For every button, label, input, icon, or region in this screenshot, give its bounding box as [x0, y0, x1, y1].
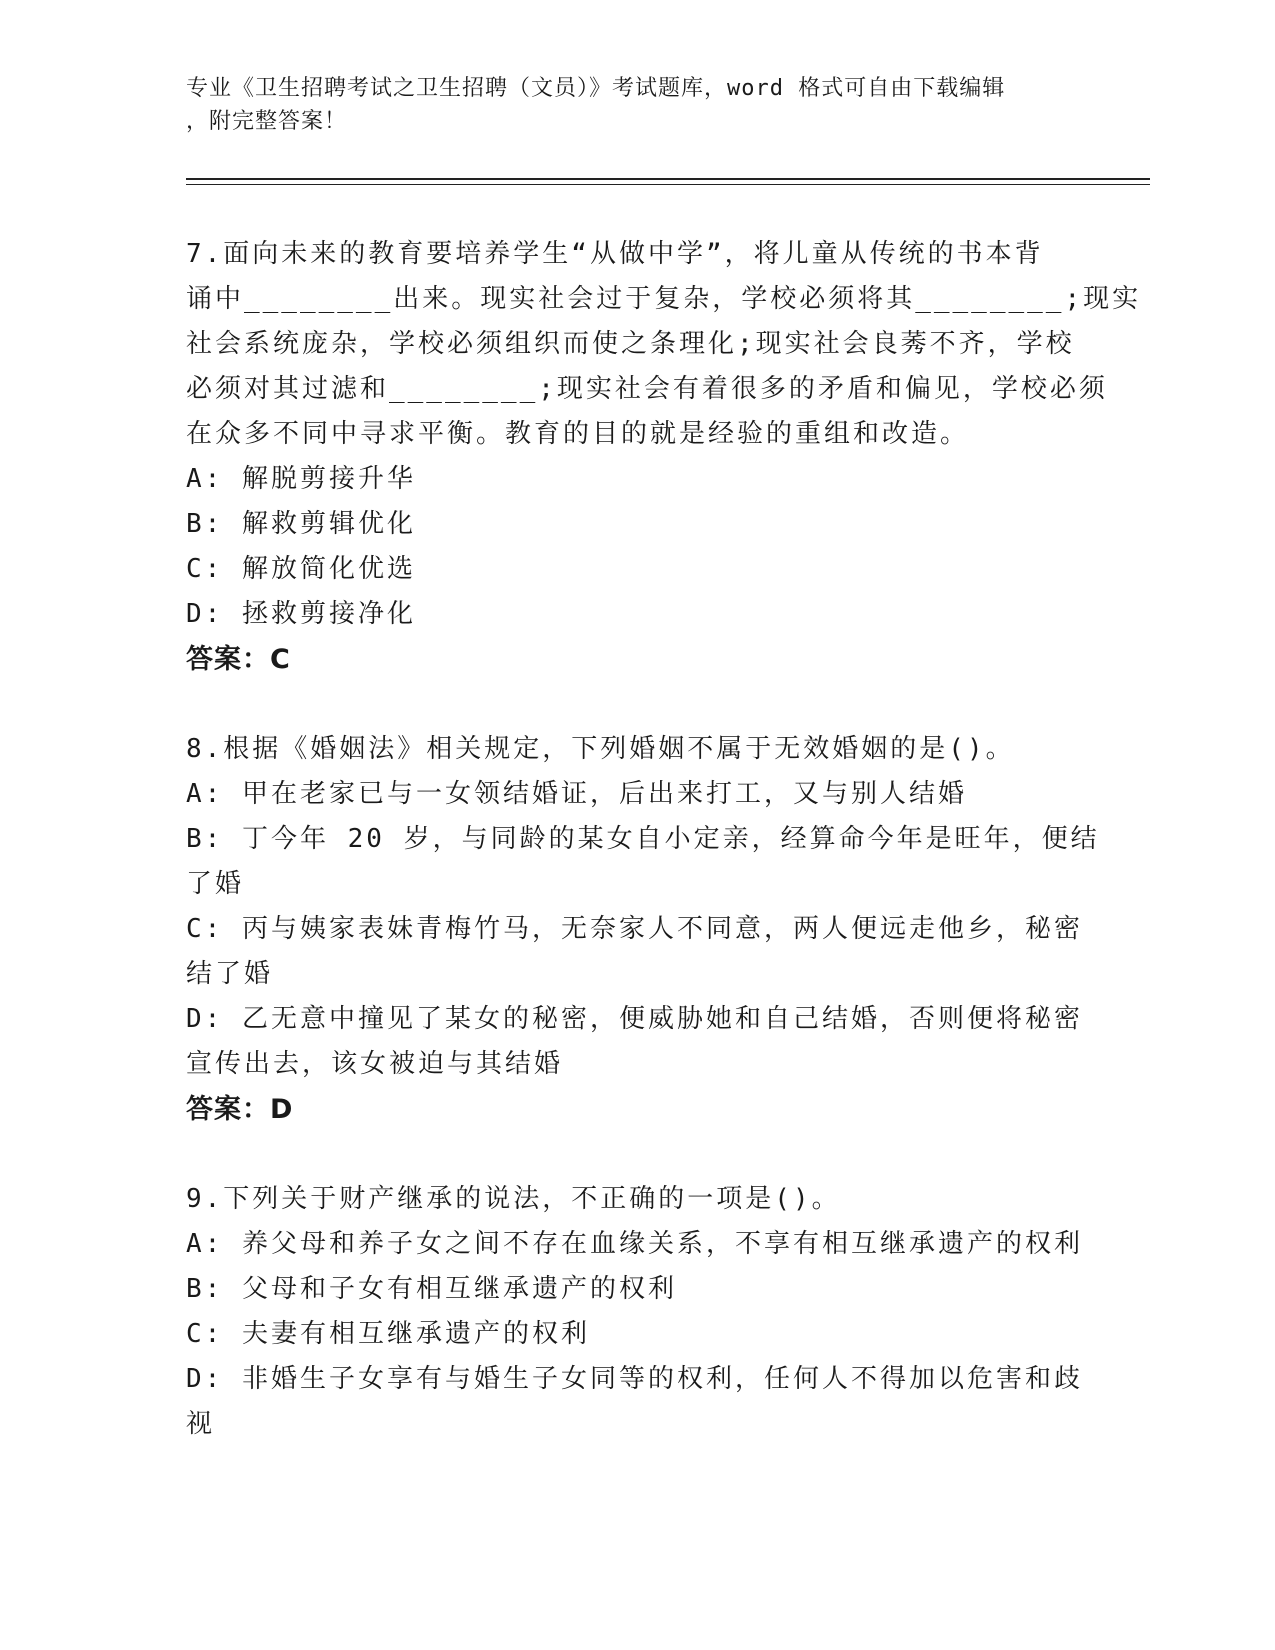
question-stem-line: 9.下列关于财产继承的说法，不正确的一项是()。 [186, 1184, 841, 1214]
option-c: C: 丙与姨家表妹青梅竹马，无奈家人不同意，两人便远走他乡，秘密 [186, 914, 1083, 944]
option-b: B: 解救剪辑优化 [186, 509, 416, 539]
option-d-continued: 视 [186, 1409, 216, 1439]
document-header [186, 72, 1066, 138]
question-stem-line: 诵中________出来。现实社会过于复杂，学校必须将其________;现实 [186, 284, 1142, 314]
header-divider-thick [186, 178, 1150, 180]
header-line: 专业《卫生招聘考试之卫生招聘（文员）》考试题库，word 格式可自由下载编辑 [186, 76, 1006, 101]
question-stem-line: 7.面向未来的教育要培养学生“从做中学”，将儿童从传统的书本背 [186, 239, 1044, 269]
question-list [186, 232, 1142, 1447]
question-stem-line: 必须对其过滤和________;现实社会有着很多的矛盾和偏见，学校必须 [186, 374, 1108, 404]
question-8 [186, 727, 1100, 1132]
option-c-continued: 结了婚 [186, 959, 274, 989]
answer-line: 答案：D [186, 1094, 294, 1125]
option-d: D: 拯救剪接净化 [186, 599, 416, 629]
option-a: A: 养父母和养子女之间不存在血缘关系，不享有相互继承遗产的权利 [186, 1229, 1083, 1259]
question-stem-line: 社会系统庞杂，学校必须组织而使之条理化;现实社会良莠不齐，学校 [186, 329, 1075, 359]
option-a: A: 解脱剪接升华 [186, 464, 416, 494]
header-line: ，附完整答案！ [186, 109, 348, 134]
answer-line: 答案：C [186, 644, 291, 675]
question-stem-line: 在众多不同中寻求平衡。教育的目的就是经验的重组和改造。 [186, 419, 970, 449]
option-d: D: 非婚生子女享有与婚生子女同等的权利，任何人不得加以危害和歧 [186, 1364, 1083, 1394]
spacer [186, 682, 1076, 727]
option-b: B: 丁今年 20 岁，与同龄的某女自小定亲，经算命今年是旺年，便结 [186, 824, 1100, 854]
option-c: C: 解放简化优选 [186, 554, 416, 584]
option-b-continued: 了婚 [186, 869, 245, 899]
spacer [186, 1132, 1076, 1177]
option-b: B: 父母和子女有相互继承遗产的权利 [186, 1274, 677, 1304]
option-c: C: 夫妻有相互继承遗产的权利 [186, 1319, 590, 1349]
option-a: A: 甲在老家已与一女领结婚证，后出来打工，又与别人结婚 [186, 779, 967, 809]
option-d: D: 乙无意中撞见了某女的秘密，便威胁她和自己结婚，否则便将秘密 [186, 1004, 1083, 1034]
option-d-continued: 宣传出去，该女被迫与其结婚 [186, 1049, 564, 1079]
question-9 [186, 1177, 1083, 1447]
question-stem-line: 8.根据《婚姻法》相关规定，下列婚姻不属于无效婚姻的是()。 [186, 734, 1015, 764]
header-divider-thin [186, 184, 1150, 185]
question-7 [186, 232, 1142, 682]
